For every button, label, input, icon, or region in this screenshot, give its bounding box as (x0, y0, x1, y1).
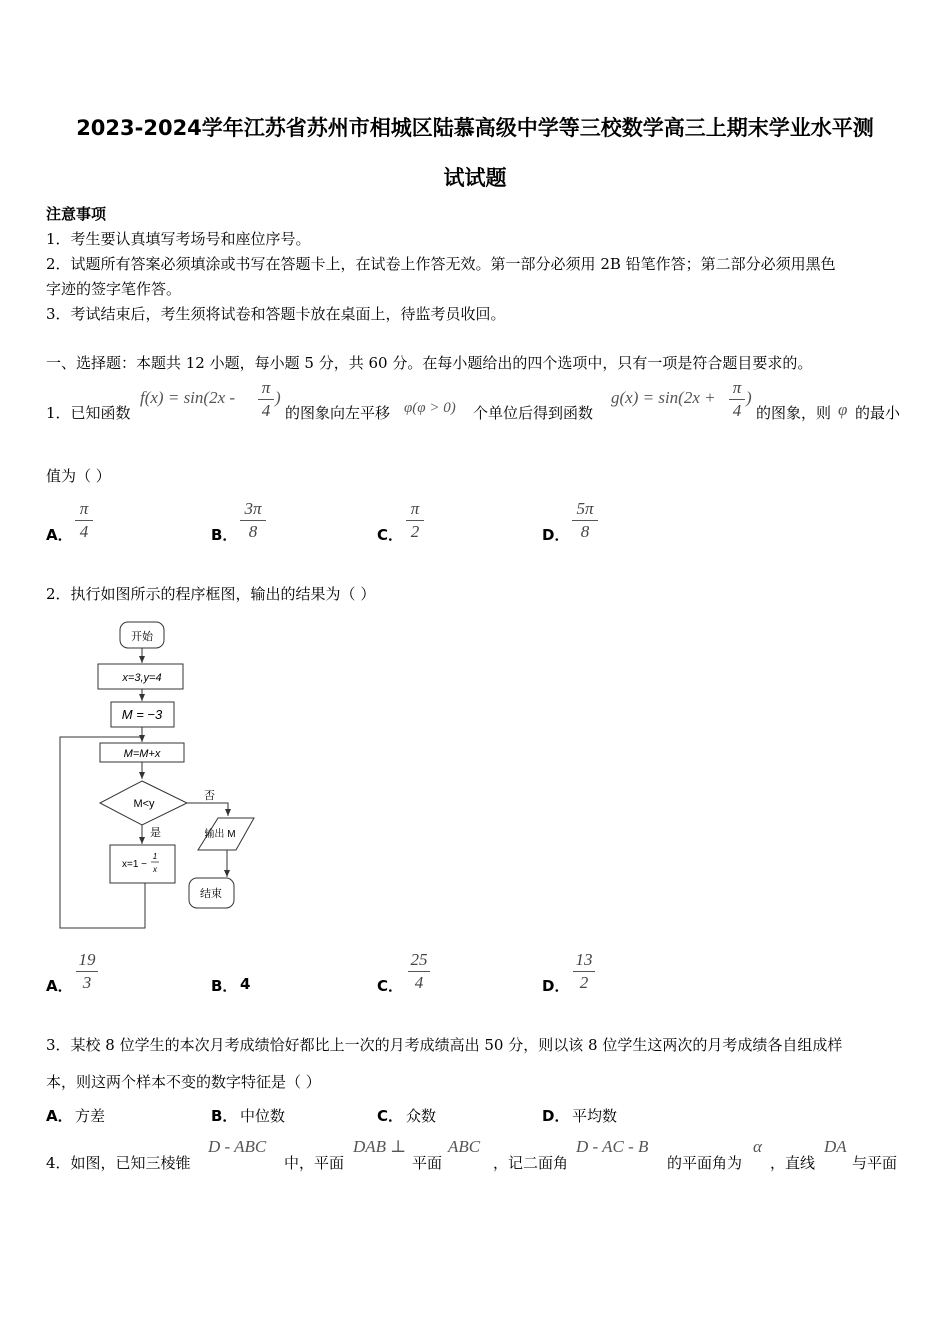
q3-option-d-label[interactable]: D． (542, 1107, 570, 1125)
q1-option-c-value: π 2 (406, 499, 424, 542)
q3-option-b-text: 中位数 (240, 1107, 286, 1125)
q1-text: 的最小 (855, 404, 901, 422)
notice-item: 1．考生要认真填写考场号和座位序号。 (46, 230, 311, 248)
page-title-continued: 试试题 (443, 166, 507, 190)
notice-heading: 注意事项 (46, 205, 107, 223)
flow-no-label: 否 (204, 790, 215, 802)
q1-text: 的图象向左平移 (285, 404, 391, 422)
q1-option-d-value: 5π 8 (572, 499, 598, 542)
q1-text: 值为（ ） (46, 467, 111, 485)
q3-text: 3．某校 8 位学生的本次月考成绩恰好都比上一次的月考成绩高出 50 分，则以该 8 位学生这两次的月考成绩各自组成样 (46, 1036, 843, 1054)
q1-option-a-label[interactable]: A． (46, 526, 73, 544)
q4-math: D - ABC (208, 1137, 267, 1156)
q2-option-a-label[interactable]: A． (46, 977, 73, 995)
flow-assign-num: 1 (152, 852, 158, 861)
q1-option-d-label[interactable]: D． (542, 526, 570, 544)
q1-option-a-value: π 4 (75, 499, 93, 542)
q1-g-expression: g(x) = sin(2x + (611, 388, 716, 407)
q3-option-d-text: 平均数 (572, 1107, 618, 1125)
flow-m-init-label: M = −3 (121, 707, 163, 722)
flow-end-label: 结束 (200, 888, 222, 900)
q1-f-fraction: π 4 (258, 378, 274, 421)
flow-start-label: 开始 (131, 631, 153, 643)
q4-math: D - AC - B (576, 1137, 649, 1156)
section-heading: 一、选择题：本题共 12 小题，每小题 5 分，共 60 分。在每小题给出的四个选项中，只有一项是符合题目要求的。 (46, 354, 813, 372)
q3-option-c-label[interactable]: C． (377, 1107, 404, 1125)
q4-math: DA (824, 1137, 847, 1156)
q1-option-c-label[interactable]: C． (377, 526, 404, 544)
q1-f-expression: f(x) = sin(2x - (140, 388, 236, 407)
q4-math: DAB ⊥ (353, 1137, 407, 1156)
flow-update-label: M=M+x (123, 748, 161, 760)
q1-phi: φ (838, 400, 848, 419)
q1-option-b-value: 3π 8 (240, 499, 266, 542)
q2-text: 2．执行如图所示的程序框图，输出的结果为（ ） (46, 585, 376, 603)
q2-option-a-value: 19 3 (76, 950, 98, 993)
q1-shift: φ(φ > 0) (404, 400, 456, 416)
q3-option-a-text: 方差 (75, 1107, 106, 1125)
q3-option-a-label[interactable]: A． (46, 1107, 73, 1125)
q4-text: ，直线 (770, 1154, 816, 1172)
q4-text: 与平面 (852, 1154, 898, 1172)
notice-item: 字迹的签字笔作答。 (46, 280, 182, 298)
flow-init-label: x=3,y=4 (122, 672, 162, 684)
flow-yes-label: 是 (150, 827, 161, 839)
q2-option-d-value: 13 2 (573, 950, 595, 993)
q4-math: α (753, 1137, 762, 1156)
flow-output-label: 输出 M (204, 829, 236, 840)
q1-text: 1．已知函数 (46, 404, 131, 422)
q1-text: 的图象，则 (756, 404, 832, 422)
q1-g-fraction: π 4 (729, 378, 745, 421)
q2-option-c-value: 25 4 (408, 950, 430, 993)
q1-text: 个单位后得到函数 (473, 404, 594, 422)
q1-option-b-label[interactable]: B． (211, 526, 238, 544)
page-title: 2023-2024学年江苏省苏州市相城区陆慕高级中学等三校数学高三上期末学业水平测 (76, 116, 874, 140)
q2-option-d-label[interactable]: D． (542, 977, 570, 995)
flow-assign-label: x=1 − (122, 859, 148, 870)
q4-text: 平面 (412, 1154, 443, 1172)
q1-g-close: ) (746, 388, 752, 407)
q4-text: 4．如图，已知三棱锥 (46, 1154, 191, 1172)
q3-option-c-text: 众数 (406, 1107, 437, 1125)
q3-option-b-label[interactable]: B． (211, 1107, 238, 1125)
q2-option-b-value: 4 (240, 975, 251, 993)
flow-assign-den: x (153, 865, 157, 874)
q2-option-b-label[interactable]: B． (211, 977, 238, 995)
q4-math: ABC (448, 1137, 481, 1156)
q4-text: 中，平面 (284, 1154, 345, 1172)
q1-f-close: ) (275, 388, 281, 407)
notice-item: 2．试题所有答案必须填涂或书写在答题卡上，在试卷上作答无效。第一部分必须用 2B 铅笔作答；第二部分必须用黑色 (46, 255, 836, 273)
flowchart (50, 615, 270, 935)
q3-text: 本，则这两个样本不变的数字特征是（ ） (46, 1073, 321, 1091)
flow-condition-label: M<y (133, 798, 155, 810)
q4-text: ，记二面角 (493, 1154, 569, 1172)
q4-text: 的平面角为 (667, 1154, 743, 1172)
notice-item: 3．考试结束后，考生须将试卷和答题卡放在桌面上，待监考员收回。 (46, 305, 506, 323)
q2-option-c-label[interactable]: C． (377, 977, 404, 995)
